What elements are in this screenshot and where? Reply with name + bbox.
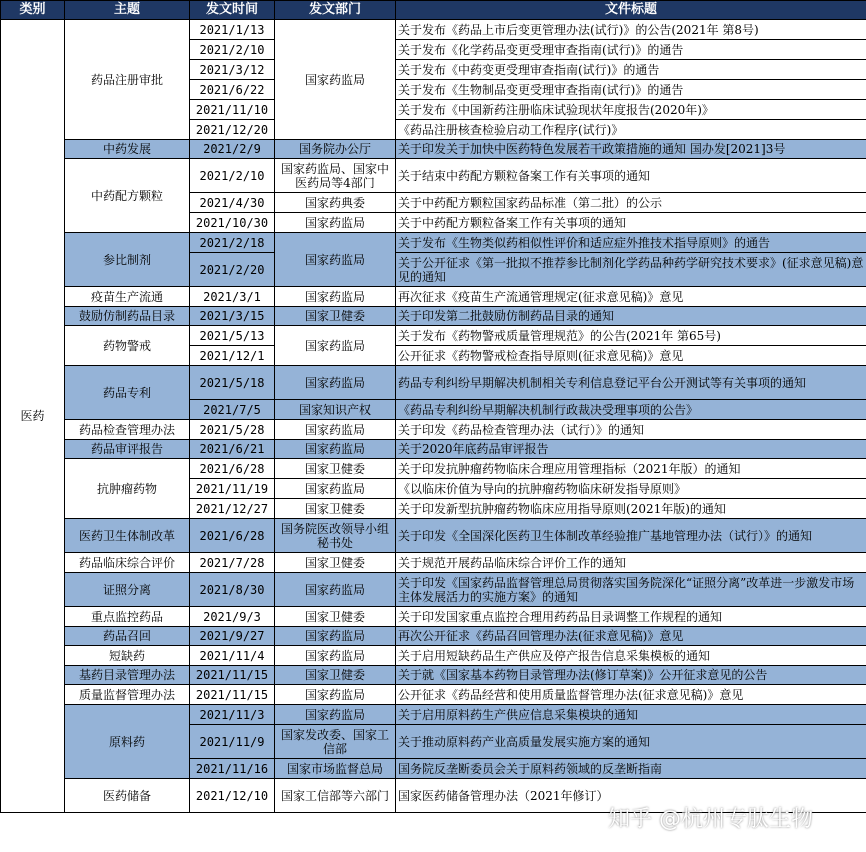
table-row	[1, 553, 866, 573]
title-cell: 再次征求《疫苗生产流通管理规定(征求意见稿)》意见	[396, 287, 866, 307]
title-cell: 关于印发国家重点监控合理用药药品目录调整工作规程的通知	[396, 607, 866, 627]
table-row	[1, 607, 866, 627]
table-row	[1, 685, 866, 705]
watermark: 知乎 @杭州专肽生物	[608, 807, 813, 832]
topic-cell: 药品专利	[65, 366, 190, 420]
date-cell: 2021/3/12	[190, 60, 275, 80]
table-row	[1, 159, 866, 193]
dept-cell: 国家知识产权	[275, 400, 396, 420]
date-cell: 2021/3/1	[190, 287, 275, 307]
dept-cell: 国家药监局	[275, 213, 396, 233]
dept-cell: 国家药监局	[275, 420, 396, 440]
topic-cell: 药物警戒	[65, 326, 190, 366]
header-dept: 发文部门	[275, 1, 396, 20]
dept-cell: 国务院医改领导小组秘书处	[275, 519, 396, 553]
date-cell: 2021/6/28	[190, 519, 275, 553]
date-cell: 2021/11/10	[190, 100, 275, 120]
date-cell: 2021/5/18	[190, 366, 275, 400]
topic-cell: 疫苗生产流通	[65, 287, 190, 307]
date-cell: 2021/10/30	[190, 213, 275, 233]
dept-cell: 国家卫健委	[275, 499, 396, 519]
title-cell: 关于印发新型抗肿瘤药物临床应用指导原则(2021年版)的通知	[396, 499, 866, 519]
dept-cell: 国家药监局	[275, 627, 396, 646]
dept-cell: 国家药监局	[275, 646, 396, 666]
topic-cell: 证照分离	[65, 573, 190, 607]
topic-cell: 药品检查管理办法	[65, 420, 190, 440]
table-row	[1, 627, 866, 646]
title-cell: 关于印发第二批鼓励仿制药品目录的通知	[396, 307, 866, 326]
date-cell: 2021/7/28	[190, 553, 275, 573]
title-cell: 关于中药配方颗粒国家药品标准（第二批）的公示	[396, 193, 866, 213]
title-cell: 关于结束中药配方颗粒备案工作有关事项的通知	[396, 159, 866, 193]
table-row	[1, 420, 866, 440]
topic-cell: 药品召回	[65, 627, 190, 646]
dept-cell: 国家药监局	[275, 20, 396, 140]
date-cell: 2021/3/15	[190, 307, 275, 326]
header-row	[1, 1, 866, 20]
table-row	[1, 366, 866, 400]
topic-cell: 鼓励仿制药品目录	[65, 307, 190, 326]
topic-cell: 抗肿瘤药物	[65, 459, 190, 519]
title-cell: 再次公开征求《药品召回管理办法(征求意见稿)》意见	[396, 627, 866, 646]
title-cell: 《药品注册核查检验启动工作程序(试行)》	[396, 120, 866, 140]
dept-cell: 国家市场监督总局	[275, 759, 396, 779]
date-cell: 2021/11/3	[190, 705, 275, 725]
topic-cell: 药品临床综合评价	[65, 553, 190, 573]
dept-cell: 国家卫健委	[275, 307, 396, 326]
date-cell: 2021/2/9	[190, 140, 275, 159]
title-cell: 关于发布《药物警戒质量管理规范》的公告(2021年 第65号)	[396, 326, 866, 346]
table-row	[1, 233, 866, 253]
dept-cell: 国家药监局	[275, 287, 396, 307]
dept-cell: 国家卫健委	[275, 459, 396, 479]
dept-cell: 国家药监局、国家中医药局等4部门	[275, 159, 396, 193]
title-cell: 关于启用短缺药品生产供应及停产报告信息采集模板的通知	[396, 646, 866, 666]
header-title: 文件标题	[396, 1, 866, 20]
dept-cell: 国家药监局	[275, 573, 396, 607]
date-cell: 2021/11/16	[190, 759, 275, 779]
title-cell: 关于2020年底药品审评报告	[396, 440, 866, 459]
dept-cell: 国家发改委、国家工信部	[275, 725, 396, 759]
dept-cell: 国务院办公厅	[275, 140, 396, 159]
dept-cell: 国家卫健委	[275, 553, 396, 573]
date-cell: 2021/2/18	[190, 233, 275, 253]
table-row	[1, 519, 866, 553]
date-cell: 2021/9/27	[190, 627, 275, 646]
date-cell: 2021/5/28	[190, 420, 275, 440]
title-cell: 《以临床价值为导向的抗肿瘤药物临床研发指导原则》	[396, 479, 866, 499]
title-cell: 关于中药配方颗粒备案工作有关事项的通知	[396, 213, 866, 233]
dept-cell: 国家药典委	[275, 193, 396, 213]
date-cell: 2021/6/21	[190, 440, 275, 459]
title-cell: 公开征求《药物警戒检查指导原则(征求意见稿)》意见	[396, 346, 866, 366]
dept-cell: 国家药监局	[275, 479, 396, 499]
dept-cell: 国家药监局	[275, 366, 396, 400]
dept-cell: 国家药监局	[275, 233, 396, 287]
topic-cell: 中药配方颗粒	[65, 159, 190, 233]
date-cell: 2021/11/9	[190, 725, 275, 759]
title-cell: 关于印发《药品检查管理办法（试行）》的通知	[396, 420, 866, 440]
date-cell: 2021/5/13	[190, 326, 275, 346]
topic-cell: 重点监控药品	[65, 607, 190, 627]
topic-cell: 医药卫生体制改革	[65, 519, 190, 553]
table-row	[1, 326, 866, 346]
topic-cell: 医药储备	[65, 779, 190, 813]
topic-cell: 药品审评报告	[65, 440, 190, 459]
table-row	[1, 705, 866, 725]
dept-cell: 国家药监局	[275, 440, 396, 459]
date-cell: 2021/9/3	[190, 607, 275, 627]
date-cell: 2021/12/1	[190, 346, 275, 366]
title-cell: 关于就《国家基本药物目录管理办法(修订草案)》公开征求意见的公告	[396, 666, 866, 685]
date-cell: 2021/6/28	[190, 459, 275, 479]
date-cell: 2021/2/10	[190, 40, 275, 60]
title-cell: 国家医药储备管理办法（2021年修订）	[396, 779, 866, 813]
table-row	[1, 20, 866, 40]
table-row	[1, 140, 866, 159]
title-cell: 关于发布《中国新药注册临床试验现状年度报告(2020年)》	[396, 100, 866, 120]
title-cell: 国务院反垄断委员会关于原料药领域的反垄断指南	[396, 759, 866, 779]
table-row	[1, 287, 866, 307]
title-cell: 《药品专利纠纷早期解决机制行政裁决受理事项的公告》	[396, 400, 866, 420]
title-cell: 关于印发《国家药品监督管理总局贯彻落实国务院深化“证照分离”改革进一步激发市场主体发展活力的实施方案》的通知	[396, 573, 866, 607]
title-cell: 关于发布《生物制品变更受理审查指南(试行)》的通告	[396, 80, 866, 100]
date-cell: 2021/12/10	[190, 779, 275, 813]
title-cell: 关于印发关于加快中医药特色发展若干政策措施的通知 国办发[2021]3号	[396, 140, 866, 159]
header-topic: 主题	[65, 1, 190, 20]
date-cell: 2021/12/20	[190, 120, 275, 140]
date-cell: 2021/11/15	[190, 685, 275, 705]
date-cell: 2021/11/4	[190, 646, 275, 666]
title-cell: 关于发布《药品上市后变更管理办法(试行)》的公告(2021年 第8号)	[396, 20, 866, 40]
topic-cell: 中药发展	[65, 140, 190, 159]
date-cell: 2021/2/20	[190, 253, 275, 287]
topic-cell: 原料药	[65, 705, 190, 779]
date-cell: 2021/6/22	[190, 80, 275, 100]
topic-cell: 参比制剂	[65, 233, 190, 287]
title-cell: 关于发布《生物类似药相似性评价和适应症外推技术指导原则》的通告	[396, 233, 866, 253]
table-row	[1, 459, 866, 479]
dept-cell: 国家药监局	[275, 685, 396, 705]
title-cell: 药品专利纠纷早期解决机制相关专利信息登记平台公开测试等有关事项的通知	[396, 366, 866, 400]
topic-cell: 药品注册审批	[65, 20, 190, 140]
header-category: 类别	[1, 1, 65, 20]
table-row	[1, 573, 866, 607]
date-cell: 2021/7/5	[190, 400, 275, 420]
table-row	[1, 646, 866, 666]
title-cell: 关于发布《化学药品变更受理审查指南(试行)》的通告	[396, 40, 866, 60]
table-row	[1, 666, 866, 685]
title-cell: 公开征求《药品经营和使用质量监督管理办法(征求意见稿)》意见	[396, 685, 866, 705]
topic-cell: 质量监督管理办法	[65, 685, 190, 705]
dept-cell: 国家卫健委	[275, 666, 396, 685]
date-cell: 2021/2/10	[190, 159, 275, 193]
title-cell: 关于规范开展药品临床综合评价工作的通知	[396, 553, 866, 573]
table-row	[1, 307, 866, 326]
header-date: 发文时间	[190, 1, 275, 20]
title-cell: 关于公开征求《第一批拟不推荐参比制剂化学药品种药学研究技术要求》(征求意见稿)意见的通知	[396, 253, 866, 287]
date-cell: 2021/11/19	[190, 479, 275, 499]
date-cell: 2021/12/27	[190, 499, 275, 519]
dept-cell: 国家药监局	[275, 326, 396, 366]
dept-cell: 国家药监局	[275, 705, 396, 725]
topic-cell: 基药目录管理办法	[65, 666, 190, 685]
category-cell: 医药	[1, 20, 65, 813]
date-cell: 2021/11/15	[190, 666, 275, 685]
title-cell: 关于推动原料药产业高质量发展实施方案的通知	[396, 725, 866, 759]
date-cell: 2021/1/13	[190, 20, 275, 40]
dept-cell: 国家工信部等六部门	[275, 779, 396, 813]
dept-cell: 国家卫健委	[275, 607, 396, 627]
date-cell: 2021/4/30	[190, 193, 275, 213]
title-cell: 关于印发《全国深化医药卫生体制改革经验推广基地管理办法（试行）》的通知	[396, 519, 866, 553]
topic-cell: 短缺药	[65, 646, 190, 666]
title-cell: 关于启用原料药生产供应信息采集模块的通知	[396, 705, 866, 725]
title-cell: 关于印发抗肿瘤药物临床合理应用管理指标（2021年版）的通知	[396, 459, 866, 479]
title-cell: 关于发布《中药变更受理审查指南(试行)》的通告	[396, 60, 866, 80]
table-row	[1, 440, 866, 459]
date-cell: 2021/8/30	[190, 573, 275, 607]
